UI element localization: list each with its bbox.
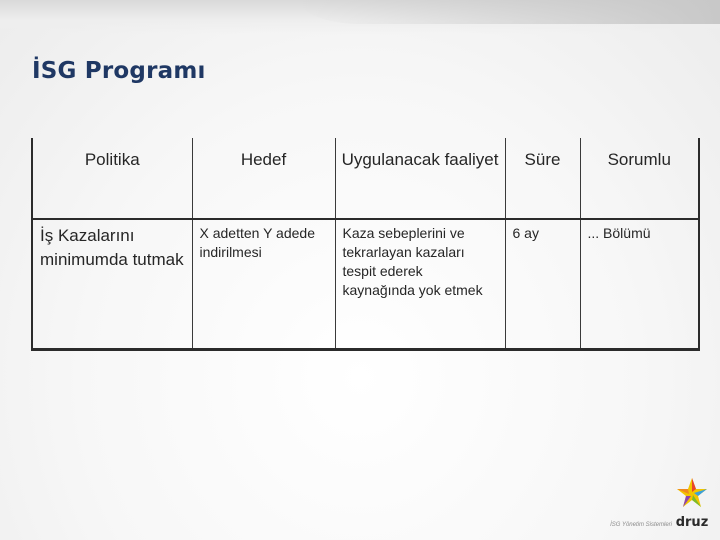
footer-branding <box>582 472 712 532</box>
header-hedef: Hedef <box>192 138 335 219</box>
page-title: İSG Programı <box>32 58 206 84</box>
header-politika: Politika <box>32 138 192 219</box>
cell-sorumlu: ... Bölümü <box>580 219 699 350</box>
cell-sure: 6 ay <box>505 219 580 350</box>
header-sure: Süre <box>505 138 580 219</box>
cell-hedef: X adetten Y adede indirilmesi <box>192 219 335 350</box>
top-decor-band <box>0 0 720 34</box>
table-header-row <box>32 138 699 219</box>
footer-caption: İSG Yönetim Sistemleri <box>610 522 672 528</box>
colorful-star-logo-icon <box>672 474 712 532</box>
cell-politika: İş Kazalarını minimumda tutmak <box>32 219 192 350</box>
cell-faaliyet: Kaza sebeplerini ve tekrarlayan kazaları tespit ederek kaynağında yok etmek <box>335 219 505 350</box>
table-row <box>32 219 699 350</box>
svg-text:druz: druz <box>675 515 709 530</box>
header-sorumlu: Sorumlu <box>580 138 699 219</box>
header-uygulanacak-faaliyet: Uygulanacak faaliyet <box>335 138 505 219</box>
isg-program-table <box>31 138 700 351</box>
